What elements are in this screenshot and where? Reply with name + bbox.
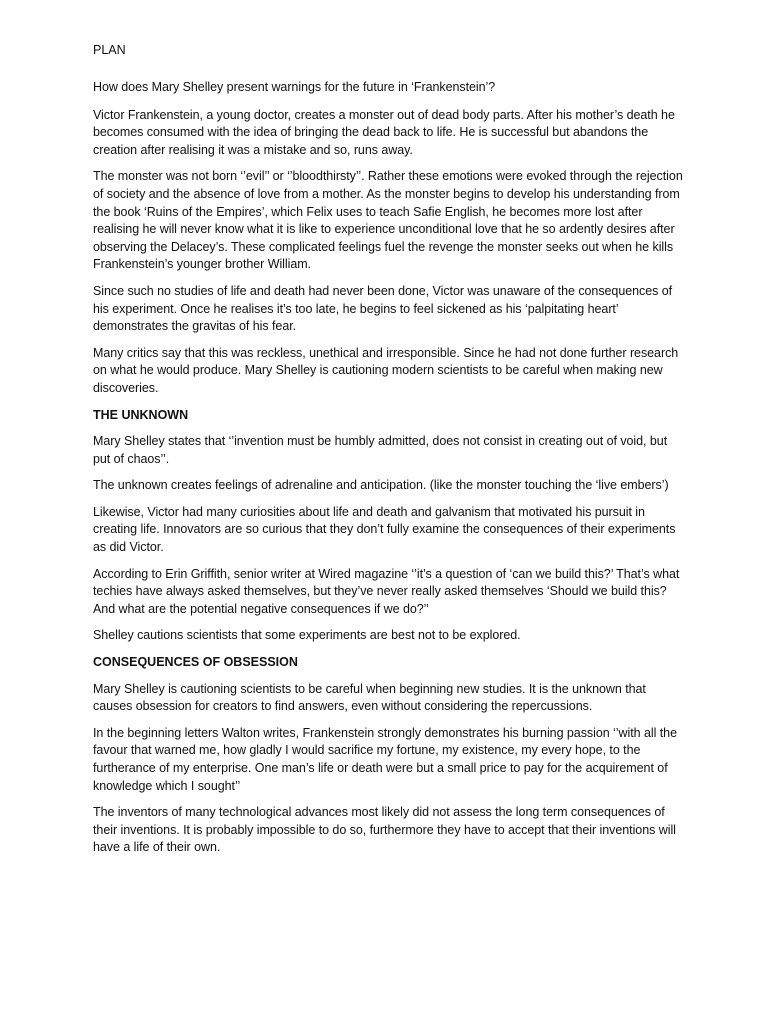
document-title: PLAN [93, 43, 126, 57]
unknown-paragraph-1: Mary Shelley states that ‘’invention must be humbly admitted, does not consist in creating out of void, but put of chaos’’. [93, 434, 668, 466]
document-page [93, 41, 683, 866]
unknown-paragraph-4: According to Erin Griffith, senior writer at Wired magazine ‘’it’s a question of ‘can we build this?’ That’s what techies have always asked themselves, but they’ve never really asked themselves ‘Should we build this? And what are the potential negative consequences if we do?’’ [93, 566, 680, 616]
intro-paragraph-2: The monster was not born ‘’evil’’ or ‘’bloodthirsty’’. Rather these emotions were evoked through the rejection of society and the absence of love from a mother. As the monster begins to develop his understanding from the book ‘Ruins of the Empires’, which Felix uses to teach Safie English, he becomes more lost after realising he will never know what it is like to experience unconditional love that he so ardently desires after observing the Delacey’s. These complicated feelings fuel the revenge the monster seeks out when he kills Frankenstein’s younger brother William. [93, 169, 683, 272]
section-heading-obsession: CONSEQUENCES OF OBSESSION [93, 655, 298, 670]
intro-paragraph-1: Victor Frankenstein, a young doctor, creates a monster out of dead body parts. After his mother’s death he becomes consumed with the idea of bringing the dead back to life. He is successful but abandons the creation after realising it was a mistake and so, runs away. [93, 107, 675, 157]
unknown-paragraph-2: The unknown creates feelings of adrenaline and anticipation. (like the monster touching the ‘live embers’) [93, 478, 669, 493]
intro-paragraph-3: Since such no studies of life and death had never been done, Victor was unaware of the consequences of his experiment. Once he realises it’s too late, he begins to feel sickened as his ‘palpitating heart’ demonstrates the gravitas of his fear. [93, 283, 673, 334]
obsession-paragraph-1: Mary Shelley is cautioning scientists to be careful when beginning new studies. It is the unknown that causes obsession for creators to find answers, even without considering the repercussions. [93, 681, 646, 714]
obsession-paragraph-3: The inventors of many technological advances most likely did not assess the long term consequences of their inventions. It is probably impossible to do so, furthermore they have to accept that their inventions will have a life of their own. [93, 805, 676, 855]
obsession-paragraph-2: In the beginning letters Walton writes, Frankenstein strongly demonstrates his burning passion ‘’with all the favour that warned me, how gladly I would sacrifice my fortune, my existence, my every hope, to the furtherance of my enterprise. One man’s life or death were but a small price to pay for the acquirement of knowledge which I sought’’ [93, 725, 677, 793]
unknown-paragraph-5: Shelley cautions scientists that some experiments are best not to be explored. [93, 628, 521, 643]
unknown-paragraph-3: Likewise, Victor had many curiosities about life and death and galvanism that motivated his pursuit in creating life. Innovators are so curious that they don’t fully examine the consequences of their experiments as did Victor. [93, 504, 676, 555]
essay-question: How does Mary Shelley present warnings for the future in ‘Frankenstein’? [93, 80, 496, 94]
intro-paragraph-4: Many critics say that this was reckless, unethical and irresponsible. Since he had not done further research on what he would produce. Mary Shelley is cautioning modern scientists to be careful when making new discoveries. [93, 345, 679, 395]
section-heading-unknown: THE UNKNOWN [93, 407, 189, 422]
